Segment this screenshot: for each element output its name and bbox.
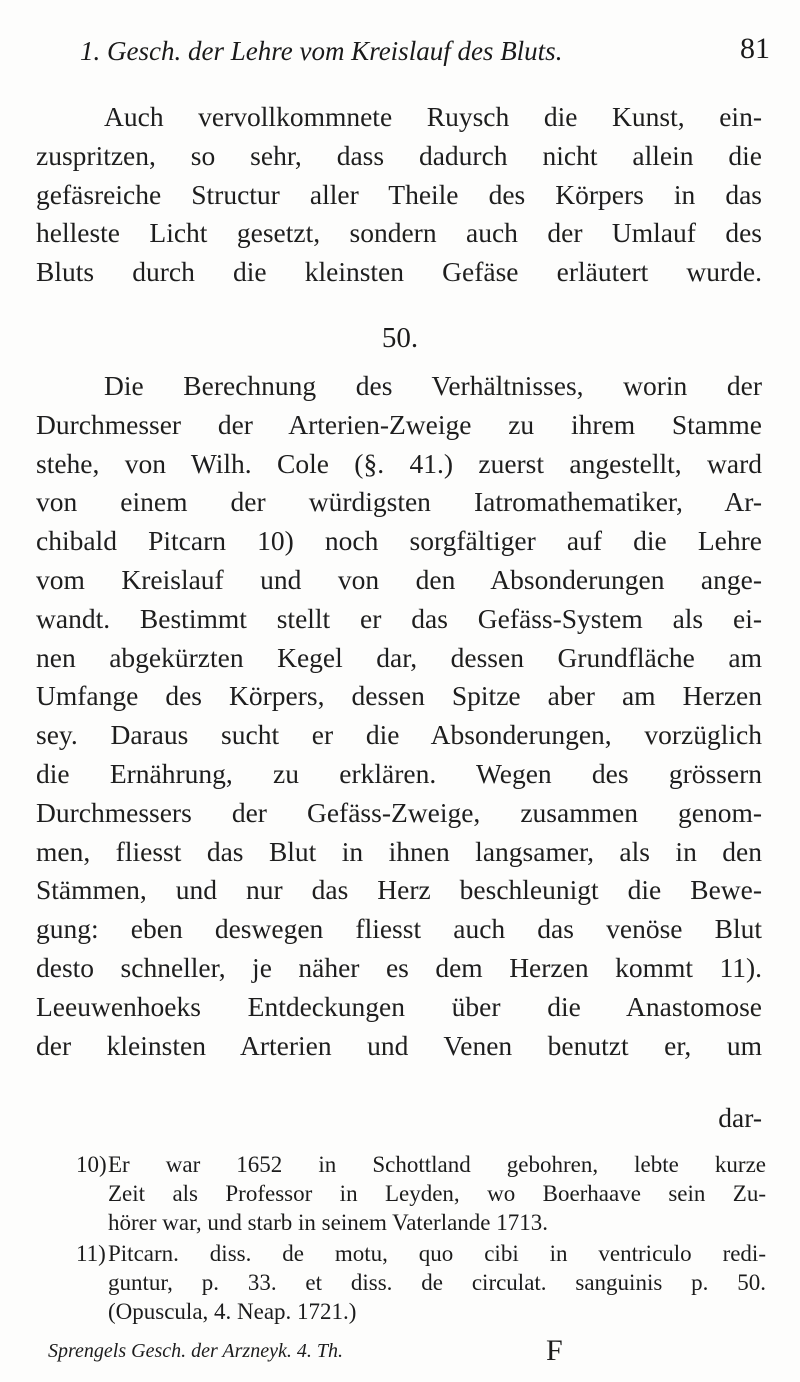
text-line: Durchmesser der Arterien-Zweige zu ihrem Stamme	[36, 408, 762, 440]
text-line: wandt. Bestimmt stellt er das Gefäss-System als ei-	[36, 602, 762, 634]
text-line: Durchmessers der Gefäss-Zweige, zusammen genom-	[36, 796, 762, 828]
footnote-number: 11)	[76, 1241, 106, 1266]
text-line: sey. Daraus sucht er die Absonderungen, vorzüglich	[36, 719, 762, 751]
text-line: helleste Licht gesetzt, sondern auch der Umlauf des	[36, 217, 762, 249]
running-title: 1. Gesch. der Lehre vom Kreislauf des Bluts.	[80, 36, 563, 66]
text-line: gefäsreiche Structur aller Theile des Körpers in das	[36, 178, 762, 210]
text-line: desto schneller, je näher es dem Herzen kommt 11).	[36, 951, 762, 983]
text-line: der kleinsten Arterien und Venen benutzt er, um	[36, 1029, 762, 1061]
text-line: Bluts durch die kleinsten Gefäse erläutert wurde.	[36, 256, 762, 288]
paragraph-1	[36, 98, 762, 292]
printer-signature: Sprengels Gesch. der Arzneyk. 4. Th.	[48, 1340, 343, 1362]
text-line: zuspritzen, so sehr, dass dadurch nicht allein die	[36, 139, 762, 171]
footnote-line: Zeit als Professor in Leyden, wo Boerhaave sein Zu-	[108, 1181, 766, 1206]
running-header	[80, 32, 770, 72]
text-line: nen abgekürzten Kegel dar, dessen Grundfläche am	[36, 641, 762, 673]
text-line: chibald Pitcarn 10) noch sorgfältiger auf die Lehre	[36, 525, 762, 557]
section-number: 50.	[381, 322, 419, 354]
footnote-line: Pitcarn. diss. de motu, quo cibi in ventriculo redi-	[108, 1241, 766, 1266]
footnote-11	[76, 1239, 766, 1326]
footnote-line: (Opuscula, 4. Neap. 1721.)	[108, 1299, 357, 1324]
text-line: stehe, von Wilh. Cole (§. 41.) zuerst angestellt, ward	[36, 447, 762, 479]
page-number: 81	[740, 32, 770, 65]
footnote-number: 10)	[76, 1152, 107, 1177]
footnote-line: hörer war, und starb in seinem Vaterlande 1713.	[108, 1210, 548, 1235]
text-line: Auch vervollkommnete Ruysch die Kunst, ein-	[104, 101, 762, 132]
text-line: Leeuwenhoeks Entdeckungen über die Anastomose	[36, 990, 762, 1022]
paragraph-2	[36, 367, 762, 1065]
text-line: gung: eben deswegen fliesst auch das venöse Blut	[36, 913, 762, 945]
signature-mark: F	[546, 1334, 563, 1367]
text-line: Stämmen, und nur das Herz beschleunigt die Bewe-	[36, 874, 762, 906]
text-line: men, fliesst das Blut in ihnen langsamer, als in den	[36, 835, 762, 867]
text-line: die Ernährung, zu erklären. Wegen des grössern	[36, 757, 762, 789]
footnote-line: guntur, p. 33. et diss. de circulat. sanguinis p. 50.	[108, 1270, 766, 1295]
footnote-10	[76, 1150, 766, 1237]
catchword: dar-	[718, 1102, 762, 1133]
text-line: von einem der würdigsten Iatromathematiker, Ar-	[36, 486, 762, 518]
text-line: vom Kreislauf und von den Absonderungen ange-	[36, 563, 762, 595]
footnote-line: Er war 1652 in Schottland gebohren, lebte kurze	[108, 1152, 766, 1177]
text-line: Die Berechnung des Verhältnisses, worin der	[104, 370, 762, 401]
footnotes	[76, 1150, 766, 1328]
text-line: Umfange des Körpers, dessen Spitze aber am Herzen	[36, 680, 762, 712]
